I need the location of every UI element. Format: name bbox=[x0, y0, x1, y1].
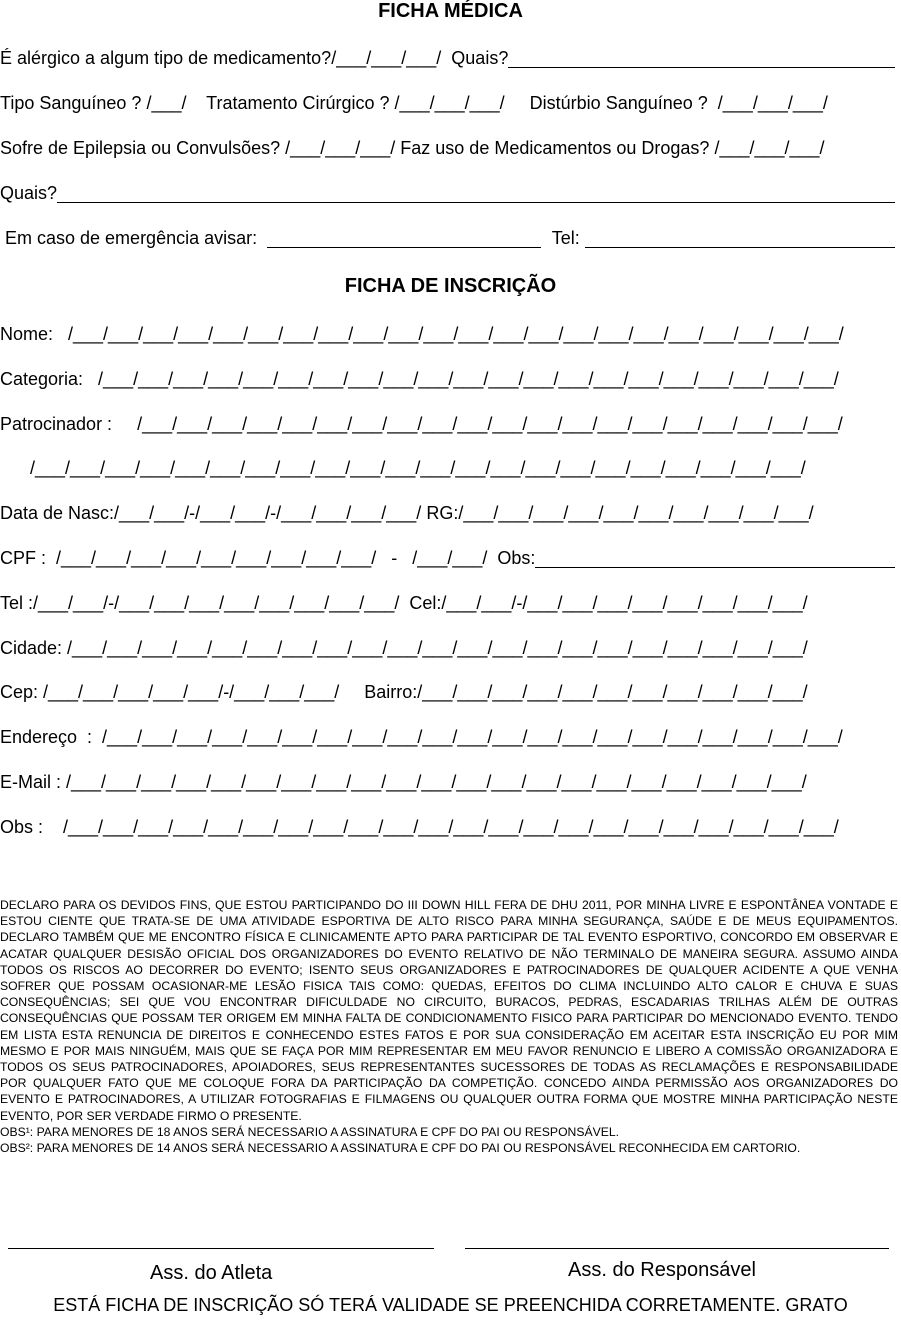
registration-row-text: /___/___/___/___/___/___/___/___/___/___/___/___/___/___/___/___/___/___/___/___/___/___/ bbox=[0, 458, 806, 479]
medical-title: FICHA MÉDICA bbox=[378, 0, 523, 22]
guardian-signature-label: Ass. do Responsável bbox=[568, 1259, 756, 1281]
address-row[interactable] bbox=[0, 724, 901, 750]
registration-row-text: Nome: /___/___/___/___/___/___/___/___/___/___/___/___/___/___/___/___/___/___/___/___/___/___/ bbox=[0, 324, 844, 344]
obs2-text: OBS²: PARA MENORES DE 14 ANOS SERÁ NECESSARIO A ASSINATURA E CPF DO PAI OU RESPONSÁVEL RECONHECIDA EM CARTORIO. bbox=[0, 1141, 801, 1156]
emergency-contact-field[interactable] bbox=[267, 229, 541, 248]
blood-label: Tipo Sanguíneo ? /___/ Tratamento Cirúrgico ? /___/___/___/ Distúrbio Sanguíneo ? /___/___/___/ bbox=[0, 93, 828, 113]
cep-district-row[interactable] bbox=[0, 679, 901, 705]
allergy-which-field[interactable] bbox=[508, 49, 895, 68]
registration-row-text: CPF : /___/___/___/___/___/___/___/___/___/ - /___/___/ Obs: bbox=[0, 548, 536, 568]
sponsor-row-2[interactable] bbox=[0, 455, 901, 481]
tel-cel-row[interactable] bbox=[0, 590, 901, 616]
registration-row-text: Categoria: /___/___/___/___/___/___/___/___/___/___/___/___/___/___/___/___/___/___/___/___/___/ bbox=[0, 368, 839, 389]
which-drugs-field[interactable] bbox=[57, 184, 895, 203]
emergency-tel-label: Tel: bbox=[547, 228, 585, 248]
obs-row[interactable] bbox=[0, 814, 901, 840]
athlete-signature-line[interactable] bbox=[8, 1248, 434, 1249]
registration-row-text: E-Mail : /___/___/___/___/___/___/___/___/___/___/___/___/___/___/___/___/___/___/___/___/___/ bbox=[0, 772, 807, 792]
declaration-block bbox=[0, 897, 898, 1156]
registration-row-text: Patrocinador : /___/___/___/___/___/___/___/___/___/___/___/___/___/___/___/___/___/___/___/___/ bbox=[0, 413, 843, 434]
blood-line[interactable] bbox=[0, 90, 901, 116]
registration-row-text: Endereço : /___/___/___/___/___/___/___/___/___/___/___/___/___/___/___/___/___/___/___/___/___/ bbox=[0, 727, 843, 748]
name-row[interactable] bbox=[0, 321, 901, 347]
which-drugs-label: Quais? bbox=[0, 183, 58, 203]
registration-title: FICHA DE INSCRIÇÃO bbox=[344, 275, 557, 297]
epilepsy-line[interactable] bbox=[0, 135, 901, 161]
sponsor-row[interactable] bbox=[0, 411, 901, 437]
allergy-line[interactable] bbox=[0, 45, 901, 71]
emergency-line[interactable] bbox=[0, 225, 901, 251]
guardian-signature-line[interactable] bbox=[465, 1248, 889, 1249]
emergency-tel-field[interactable] bbox=[585, 229, 895, 248]
epilepsy-label: Sofre de Epilepsia ou Convulsões? /___/___/___/ Faz uso de Medicamentos ou Drogas? /___/___/___/ bbox=[0, 138, 825, 158]
declaration-text: DECLARO PARA OS DEVIDOS FINS, QUE ESTOU PARTICIPANDO DO III DOWN HILL FERA DE DHU 2011, POR MINHA LIVRE E ESPONTÂNEA VONTADE E ESTOU CIENTE QUE TRATA-SE DE UMA ATIVIDADE ESPORTIVA DE ALTO RISCO PARA MINHA SEGURANÇA, SAÚDE E DE MEUS EQUIPAMENTOS. DECLARO TAMBÉM QUE ME ENCONTRO FÍSICA E CLINICAMENTE APTO PARA PARTICIPAR DE TAL EVENTO ESPORTIVO, CONCORDO EM OBSERVAR E ACATAR QUALQUER DESISÃO OFICIAL DOS ORGANIZADORES DO EVENTO RELATIVO DE NÃO TERMINALO DE MANEIRA SEGURA. ASSUMO AINDA TODOS OS RISCOS AO DECORRER DO EVENTO; ISENTO SEUS ORGANIZADORES E PATROCINADORES DE QUALQUER ACIDENTE A QUE VENHA SOFRER QUE POSSAM OCASIONAR-ME LESÃO FISICA TAIS COMO: QUEDAS, EFEITOS DO CLIMA INCLUINDO ALTO CALOR E CHUVA E SUAS CONSEQUÊNCIAS; SEI QUE VOU ENCONTRAR DIFICULDADE NO CIRCUITO, BURACOS, PEDRAS, ESCADARIAS TRILHAS ALÉM DE OUTRAS CONSEQUÊNCIAS QUE POSSAM TER ORIGEM EM MINHA FALTA DE CONDICIONAMENTO FISICO PARA PARTICIPAR DO MENCIONADO EVENTO. TENDO EM LISTA ESTA RENUNCIA DE DIREITOS E CONHECENDO ESTES FATOS E POR SUA CONSIDERAÇÃO EM ACEITAR ESTA INSCRIÇÃO EU POR MIM MESMO E POR MAIS NINGUÉM, MAIS QUE SE FAÇA POR MIM REPRESENTAR EM MEU FAVOR RENUNCIO E LIBERO A COMISSÃO ORGANIZADORA E TODOS OS SEUS PATROCINADORES, APOIADORES, SEUS REPRESENTANTES SUCESSORES DE TODAS AS RECLAMAÇÕES E RESPONSABILIDADE POR QUALQUER FATO QUE ME COLOQUE FORA DA PARTICIPAÇÃO DA COMPETIÇÃO. CONCEDO AINDA PERMISSÃO AOS ORGANIZADORES DO EVENTO E PATROCINADORES, A UTILIZAR FOTOGRAFIAS E FILMAGENS OU QUALQUER OUTRA FORMA QUE MOSTRE MINHA PARTICIPAÇÃO NESTE EVENTO, POR SER VERDADE FIRMO O PRESENTE. bbox=[0, 898, 898, 1123]
city-row[interactable] bbox=[0, 635, 901, 661]
registration-row-text: Cep: /___/___/___/___/___/-/___/___/___/ Bairro:/___/___/___/___/___/___/___/___/___/___/___/ bbox=[0, 682, 808, 703]
birthdate-rg-row[interactable] bbox=[0, 500, 901, 526]
obs1-text: OBS¹: PARA MENORES DE 18 ANOS SERÁ NECESSARIO A ASSINATURA E CPF DO PAI OU RESPONSÁVEL. bbox=[0, 1124, 620, 1139]
registration-row-text: Cidade: /___/___/___/___/___/___/___/___/___/___/___/___/___/___/___/___/___/___/___/___/___/ bbox=[0, 637, 808, 658]
allergy-label: É alérgico a algum tipo de medicamento?/___/___/___/ Quais? bbox=[0, 48, 509, 68]
footer-notice: ESTÁ FICHA DE INSCRIÇÃO SÓ TERÁ VALIDADE SE PREENCHIDA CORRETAMENTE. GRATO bbox=[53, 1295, 848, 1315]
athlete-signature-label: Ass. do Atleta bbox=[150, 1262, 273, 1284]
registration-row-text: Obs : /___/___/___/___/___/___/___/___/___/___/___/___/___/___/___/___/___/___/___/___/___/___/ bbox=[0, 816, 839, 837]
registration-row-text: Data de Nasc:/___/___/-/___/___/-/___/___/___/___/ RG:/___/___/___/___/___/___/___/___/___/___/ bbox=[0, 503, 814, 524]
which-drugs-line[interactable] bbox=[0, 180, 901, 206]
emergency-label: Em caso de emergência avisar: bbox=[0, 228, 268, 248]
registration-row-text: Tel :/___/___/-/___/___/___/___/___/___/___/___/ Cel:/___/___/-/___/___/___/___/___/___/___/___/ bbox=[0, 592, 808, 613]
email-row[interactable] bbox=[0, 769, 901, 795]
cpf-obs-row[interactable] bbox=[0, 545, 901, 571]
category-row[interactable] bbox=[0, 366, 901, 392]
obs-field[interactable] bbox=[535, 549, 895, 568]
